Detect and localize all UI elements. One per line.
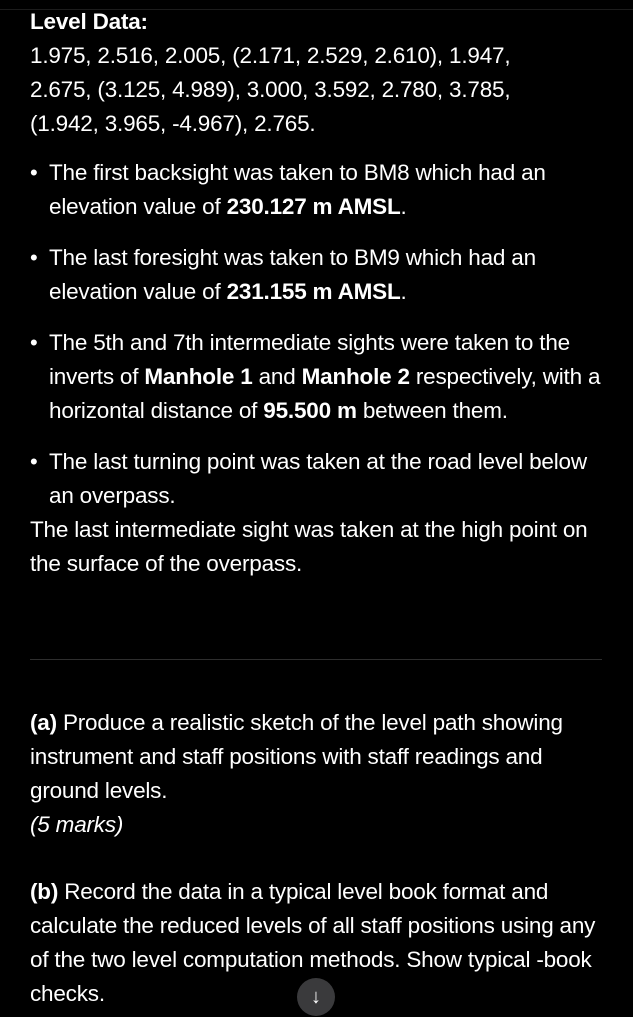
- question-a-marks: (5 marks): [30, 812, 124, 837]
- bullet-text: The last foresight was taken to BM9 which had an elevation value of: [49, 245, 536, 304]
- manhole-1-label: Manhole 1: [144, 364, 253, 389]
- bullet-punct: .: [400, 194, 407, 219]
- conditions-list: [30, 156, 615, 513]
- level-data-section: [30, 5, 615, 581]
- bullet-text: respectively, with a horizontal distance of: [49, 364, 601, 423]
- bullet-icon: •: [30, 245, 38, 270]
- question-a: [30, 706, 615, 842]
- bullet-text: between them.: [356, 398, 508, 423]
- list-item: [30, 326, 615, 428]
- level-data-values-line-1: 1.975, 2.516, 2.005, (2.171, 2.529, 2.610), 1.947,: [30, 43, 511, 68]
- question-b-text-end: -book checks.: [30, 947, 592, 1006]
- bm9-elevation: 231.155 m AMSL: [226, 279, 401, 304]
- bullet-text: and: [252, 364, 302, 389]
- question-b-label: (b): [30, 879, 59, 904]
- question-a-text: Produce a realistic sketch of the level path showing instrument and staff positions with staff readings and ground levels.: [30, 710, 563, 803]
- list-item: [30, 445, 615, 513]
- question-a-label: (a): [30, 710, 57, 735]
- bullet-text: The last turning point was taken at the road level below an overpass.: [49, 449, 587, 508]
- bullet-icon: •: [30, 160, 38, 185]
- bullet-punct: .: [400, 279, 407, 304]
- level-data-values-line-3: (1.942, 3.965, -4.967), 2.765.: [30, 111, 316, 136]
- section-divider: [30, 659, 602, 660]
- arrow-down-icon: ↓: [311, 986, 321, 1008]
- manhole-distance: 95.500 m: [263, 398, 357, 423]
- bullet-text: The first backsight was taken to BM8 which had an elevation value of: [49, 160, 546, 219]
- bm8-elevation: 230.127 m AMSL: [226, 194, 401, 219]
- list-item: [30, 156, 615, 224]
- manhole-2-label: Manhole 2: [301, 364, 410, 389]
- scroll-down-button[interactable]: [297, 978, 335, 1016]
- level-data-values-line-2: 2.675, (3.125, 4.989), 3.000, 3.592, 2.780, 3.785,: [30, 77, 511, 102]
- list-item: [30, 241, 615, 309]
- bullet-icon: •: [30, 449, 38, 474]
- question-b-text: Record the data in a typical level book format and calculate the reduced levels of all staff positions using any of the two level computation methods. Show typical: [30, 879, 596, 972]
- level-data-heading: Level Data:: [30, 9, 148, 34]
- bullet-text: The 5th and 7th intermediate sights were taken to the inverts of: [49, 330, 570, 389]
- trailing-text: The last intermediate sight was taken at the high point on the surface of the overpass.: [30, 517, 588, 576]
- bullet-icon: •: [30, 330, 38, 355]
